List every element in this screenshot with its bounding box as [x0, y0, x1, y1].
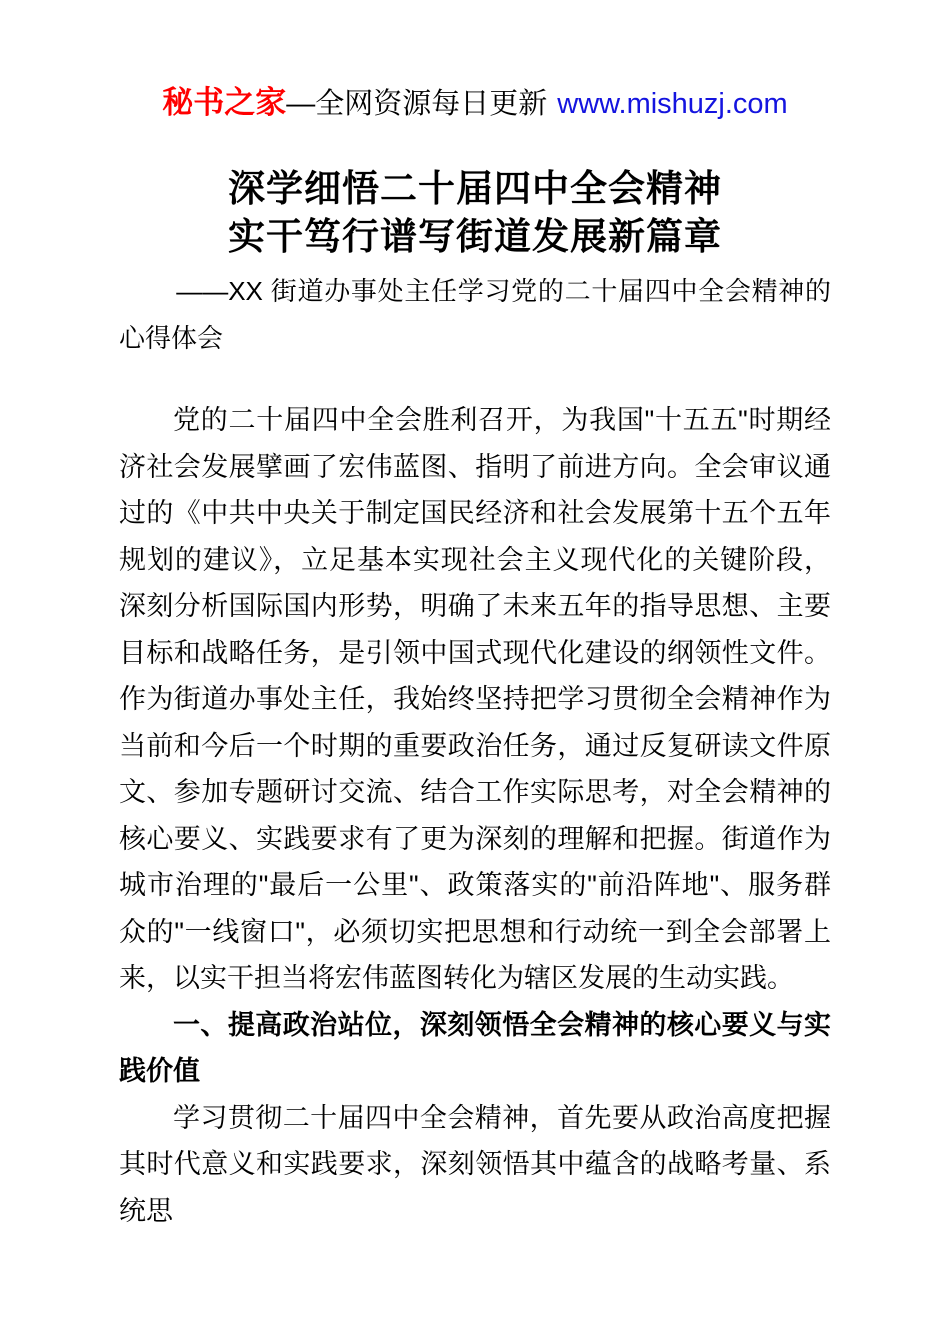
- document-subtitle: ——XX 街道办事处主任学习党的二十届四中全会精神的心得体会: [119, 276, 831, 353]
- body-paragraph-2: 学习贯彻二十届四中全会精神，首先要从政治高度把握其时代意义和实践要求，深刻领悟其中蕴含的战略考量、系统思: [119, 1102, 831, 1226]
- site-tagline: —全网资源每日更新: [286, 88, 548, 120]
- body-paragraph-1: 党的二十届四中全会胜利召开，为我国"十五五"时期经济社会发展擘画了宏伟蓝图、指明了前进方向。全会审议通过的《中共中央关于制定国民经济和社会发展第十五个五年规划的建议》，立足基本实现社会主义现代化的关键阶段，深刻分析国际国内形势，明确了未来五年的指导思想、主要目标和战略任务，是引领中国式现代化建设的纲领性文件。作为街道办事处主任，我始终坚持把学习贯彻全会精神作为当前和今后一个时期的重要政治任务，通过反复研读文件原文、参加专题研讨交流、结合工作实际思考，对全会精神的核心要义、实践要求有了更为深刻的理解和把握。街道作为城市治理的"最后一公里"、政策落实的"前沿阵地"、服务群众的"一线窗口"，必须切实把思想和行动统一到全会部署上来，以实干担当将宏伟蓝图转化为辖区发展的生动实践。: [119, 405, 831, 993]
- document-title-line-1: 深学细悟二十届四中全会精神: [228, 168, 722, 209]
- site-header: [119, 86, 831, 121]
- document-title: [119, 165, 831, 261]
- site-url-link[interactable]: www.mishuzj.com: [557, 88, 788, 120]
- section-heading-1: 一、提高政治站位，深刻领悟全会精神的核心要义与实践价值: [119, 1009, 831, 1086]
- document-title-line-2: 实干笃行谱写街道发展新篇章: [228, 216, 722, 257]
- site-name: 秘书之家: [162, 85, 287, 120]
